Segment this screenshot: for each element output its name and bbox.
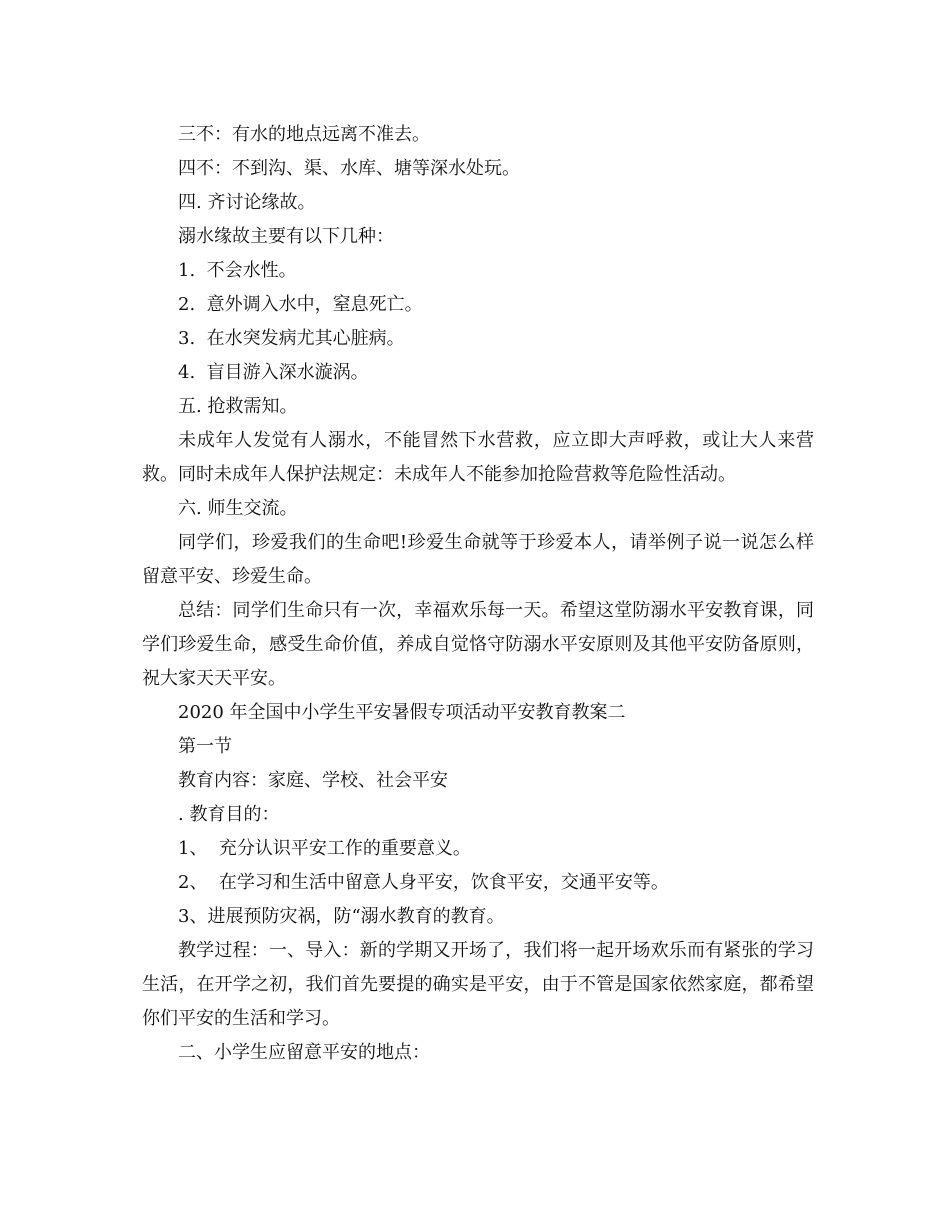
paragraph-teaching-process: 教学过程：一、导入：新的学期又开场了，我们将一起开场欢乐而有紧张的学习生活，在开学之初，我们首先要提的确实是平安，由于不管是国家依然家庭，都希望你们平安的生活和学习。 bbox=[142, 940, 814, 1029]
paragraph-causes-intro: 溺水缘故主要有以下几种： bbox=[178, 226, 394, 247]
list-item-cause-1: 1. 不会水性。 bbox=[178, 260, 297, 281]
paragraph-rule-three: 三不：有水的地点远离不准去。 bbox=[178, 124, 430, 145]
list-item-goal-1: 1、 充分认识平安工作的重要意义。 bbox=[178, 838, 471, 859]
paragraph-education-goal: . 教育目的： bbox=[178, 804, 280, 825]
paragraph-exchange: 同学们，珍爱我们的生命吧!珍爱生命就等于珍爱本人，请举例子说一说怎么样留意平安、珍爱生命。 bbox=[142, 532, 814, 587]
document-body bbox=[142, 118, 814, 1070]
list-item-cause-4: 4. 盲目游入深水漩涡。 bbox=[178, 362, 369, 383]
section-heading-causes: 四. 齐讨论缘故。 bbox=[178, 192, 316, 213]
paragraph-education-content: 教育内容：家庭、学校、社会平安 bbox=[178, 770, 448, 791]
plan-two-title: 2020 年全国中小学生平安暑假专项活动平安教育教案二 bbox=[178, 702, 626, 723]
paragraph-rescue: 未成年人发觉有人溺水，不能冒然下水营救，应立即大声呼救，或让大人来营救。同时未成年人保护法规定：未成年人不能参加抢险营救等危险性活动。 bbox=[142, 430, 814, 485]
list-item-cause-3: 3. 在水突发病尤其心脏病。 bbox=[178, 328, 405, 349]
section-heading-rescue: 五. 抢救需知。 bbox=[178, 396, 298, 417]
paragraph-summary: 总结：同学们生命只有一次，幸福欢乐每一天。希望这堂防溺水平安教育课，同学们珍爱生命，感受生命价值，养成自觉恪守防溺水平安原则及其他平安防备原则，祝大家天天平安。 bbox=[142, 600, 814, 689]
list-item-goal-3: 3、进展预防灾祸，防“溺水教育的教育。 bbox=[178, 906, 505, 927]
list-item-cause-2: 2. 意外调入水中，窒息死亡。 bbox=[178, 294, 423, 315]
list-item-goal-2: 2、 在学习和生活中留意人身平安，饮食平安，交通平安等。 bbox=[178, 872, 669, 893]
section-heading-first: 第一节 bbox=[178, 736, 232, 757]
paragraph-safety-places: 二、小学生应留意平安的地点： bbox=[178, 1042, 430, 1063]
section-heading-exchange: 六. 师生交流。 bbox=[178, 498, 298, 519]
paragraph-rule-four: 四不：不到沟、渠、水库、塘等深水处玩。 bbox=[178, 158, 520, 179]
